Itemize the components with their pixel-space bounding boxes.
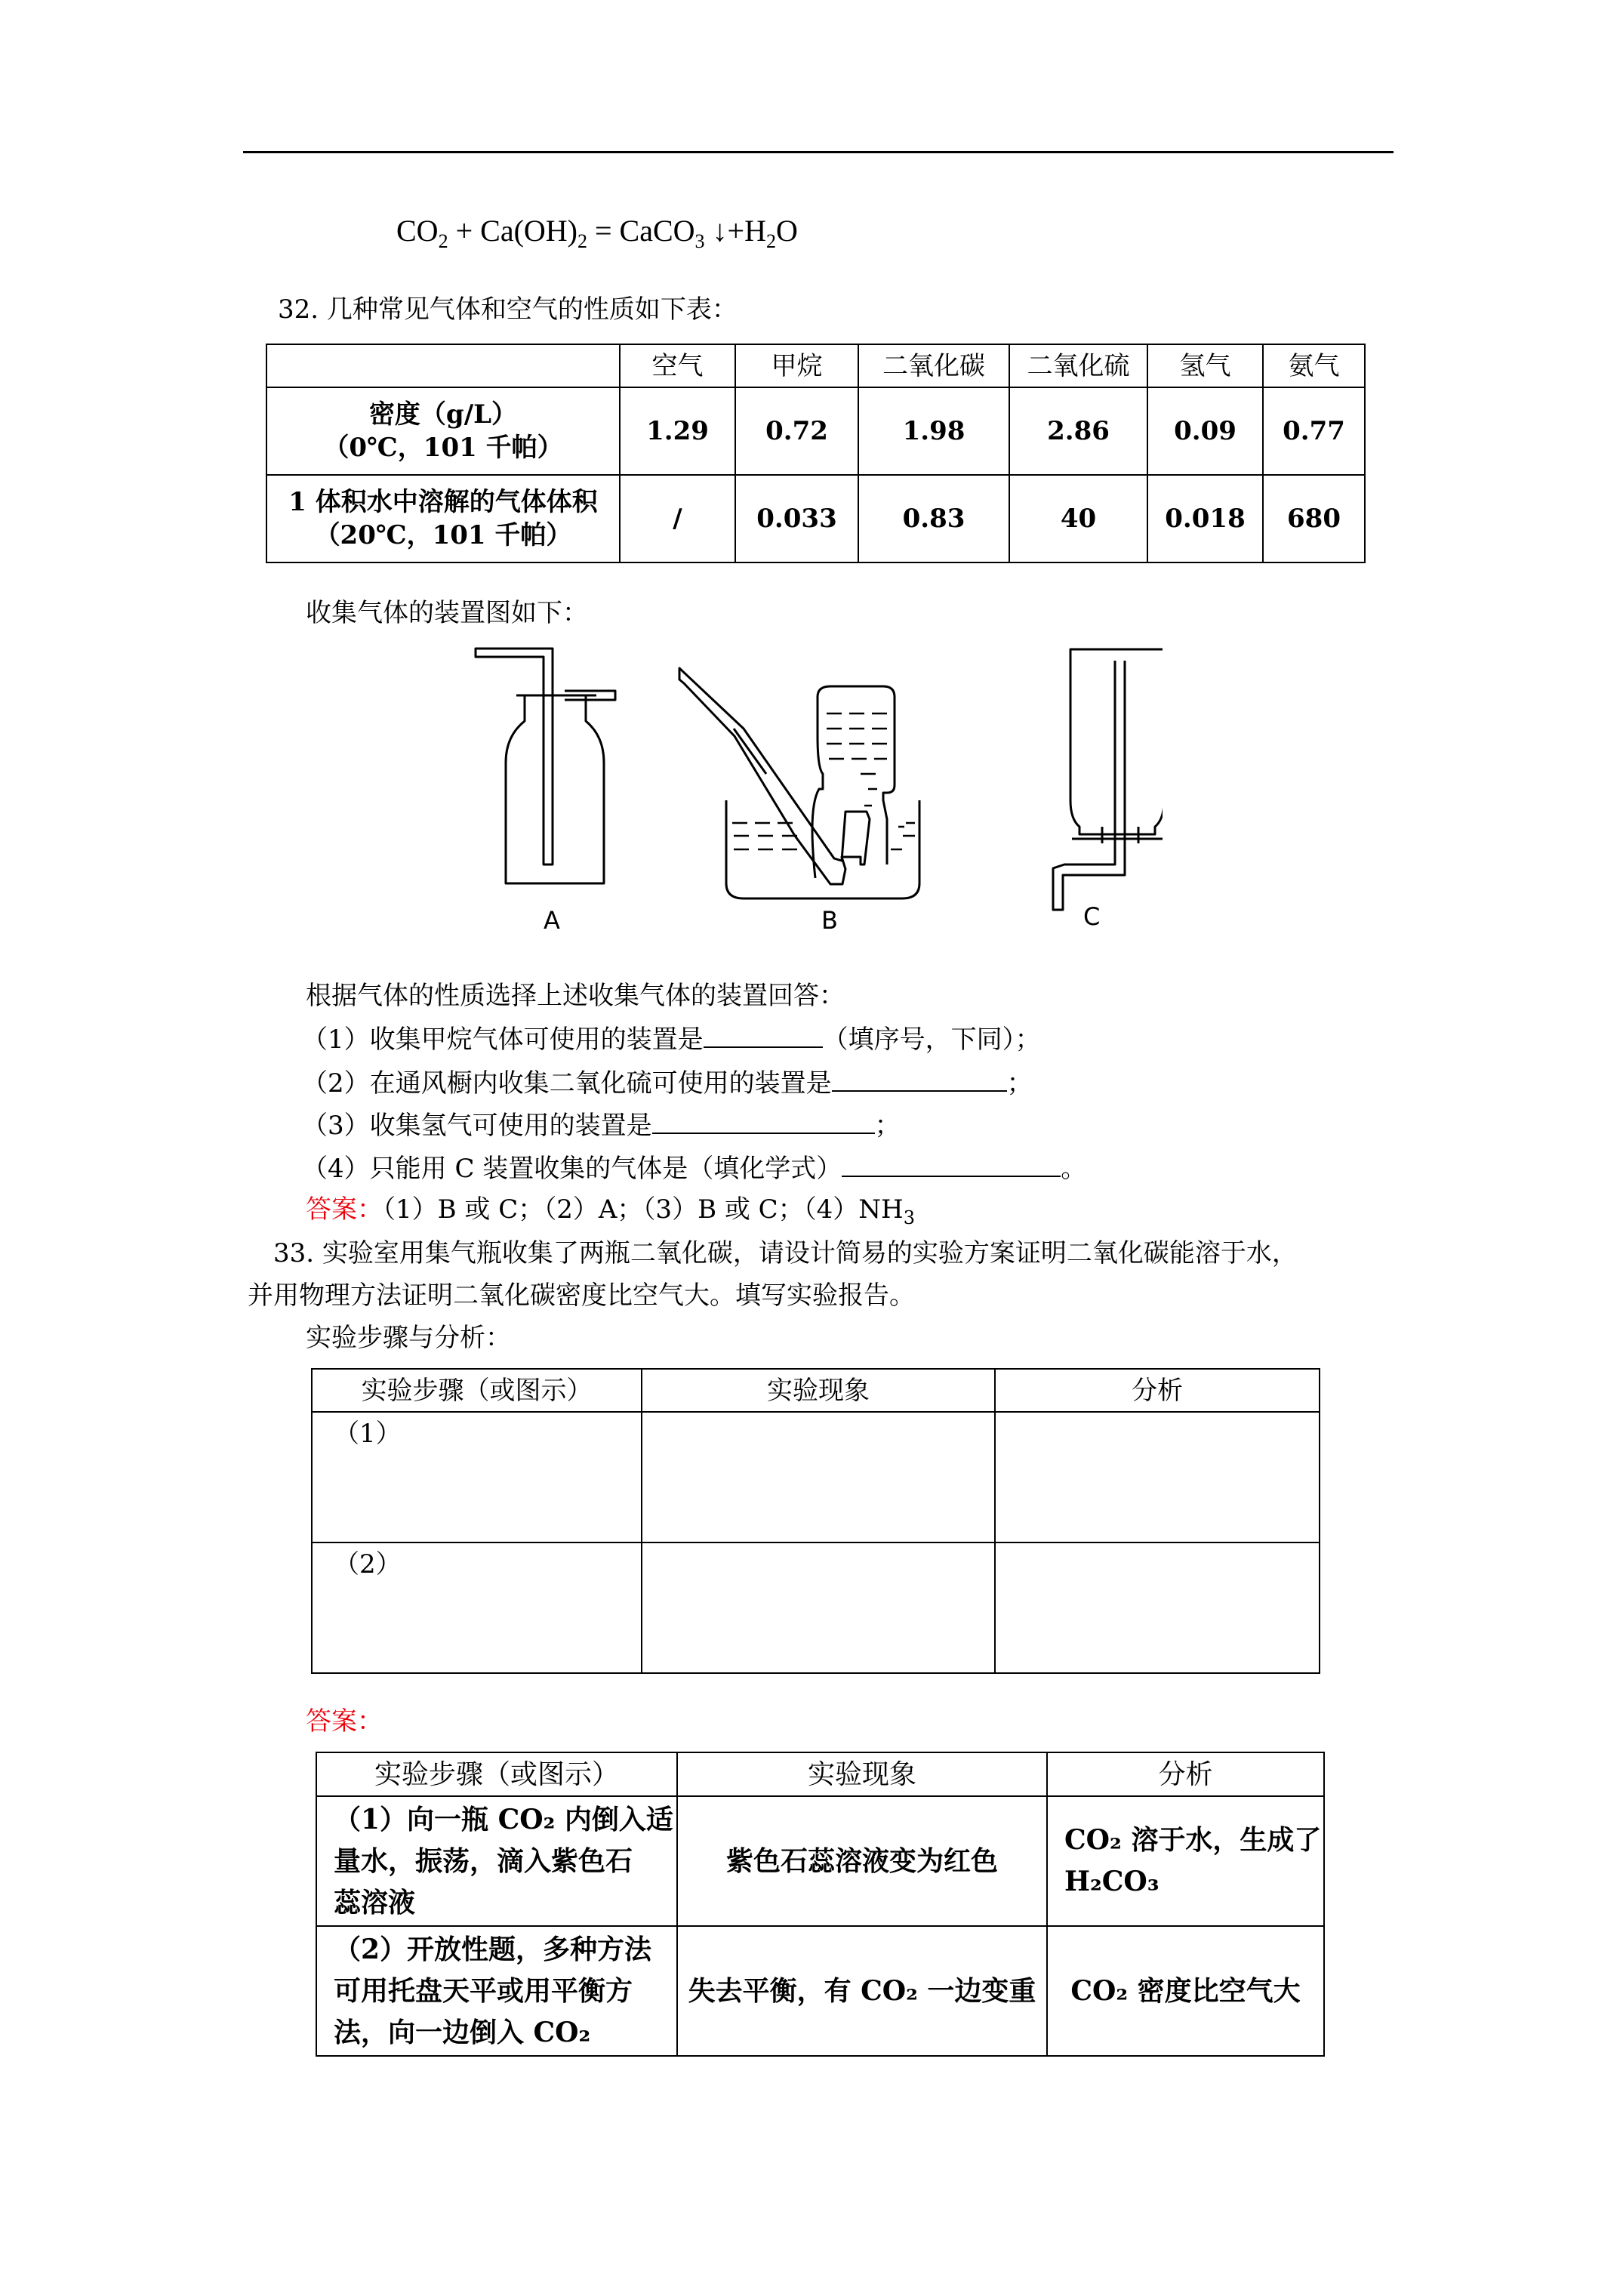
header-cell: 实验步骤（或图示） <box>316 1752 677 1796</box>
answer-blank-3[interactable] <box>652 1107 875 1134</box>
answer-blank-2[interactable] <box>832 1065 1007 1092</box>
analysis-input-cell[interactable] <box>995 1542 1320 1673</box>
question-intro: 根据气体的性质选择上述收集气体的装置回答： <box>306 981 845 1011</box>
header-cell: 实验现象 <box>642 1369 995 1412</box>
question-3: （3）收集氢气可使用的装置是 ； <box>302 1107 901 1142</box>
answer-step-cell: （1）向一瓶 CO₂ 内倒入适 量水，振荡，滴入紫色石 蕊溶液 <box>316 1796 677 1926</box>
apparatus-label-c: C <box>1083 902 1101 931</box>
answer-analysis-cell: CO₂ 溶于水，生成了 H₂CO₃ <box>1047 1796 1324 1926</box>
table-cell: 1.29 <box>620 387 735 475</box>
q32-title: 32. 几种常见气体和空气的性质如下表： <box>278 294 738 325</box>
header-cell: 分析 <box>1047 1752 1324 1796</box>
answer-analysis-cell: CO₂ 密度比空气大 <box>1047 1926 1324 2056</box>
header-cell: 空气 <box>620 344 735 387</box>
q33-line1: 33. 实验室用集气瓶收集了两瓶二氧化碳，请设计简易的实验方案证明二氧化碳能溶于水， <box>273 1238 1298 1268</box>
apparatus-a-drawing <box>476 649 615 883</box>
answer-blank-1[interactable] <box>704 1021 823 1048</box>
q33-line2: 并用物理方法证明二氧化碳密度比空气大。填写实验报告。 <box>248 1281 915 1311</box>
table-cell: 2.86 <box>1009 387 1147 475</box>
question-4: （4）只能用 C 装置收集的气体是（填化学式） 。 <box>302 1150 1086 1185</box>
q33-answer-label: 答案： <box>306 1706 383 1737</box>
table-cell: 0.77 <box>1263 387 1365 475</box>
header-cell: 甲烷 <box>735 344 858 387</box>
table-cell: 0.72 <box>735 387 858 475</box>
answer-label: 答案： <box>306 1194 383 1225</box>
table-cell: 1.98 <box>858 387 1009 475</box>
phenomenon-input-cell[interactable] <box>642 1412 995 1542</box>
gas-properties-table <box>266 344 1366 563</box>
header-cell <box>266 344 620 387</box>
experiment-report-table <box>311 1368 1320 1674</box>
row-label: 1 体积水中溶解的气体体积 （20℃，101 千帕） <box>266 475 620 562</box>
apparatus-c-drawing <box>1053 649 1163 910</box>
apparatus-label-b: B <box>821 906 838 935</box>
question-1: （1）收集甲烷气体可使用的装置是 （填序号，下同）； <box>302 1021 1041 1056</box>
apparatus-label-a: A <box>544 906 560 935</box>
analysis-input-cell[interactable] <box>995 1412 1320 1542</box>
step-cell: （2） <box>312 1542 642 1673</box>
apparatus-b-drawing <box>679 668 919 898</box>
table-cell: 0.018 <box>1147 475 1263 562</box>
header-cell: 二氧化硫 <box>1009 344 1147 387</box>
header-rule <box>243 151 1394 153</box>
header-cell: 分析 <box>995 1369 1320 1412</box>
table-cell: 40 <box>1009 475 1147 562</box>
table-cell: 680 <box>1263 475 1365 562</box>
apparatus-figure <box>453 638 1163 948</box>
table-cell: / <box>620 475 735 562</box>
chemical-equation: $CO_2 + Ca(OH)_2$ = CaCO$_3$ $↓+H_2O$ <box>396 214 798 252</box>
header-cell: 氨气 <box>1263 344 1365 387</box>
answer-phenomenon-cell: 紫色石蕊溶液变为红色 <box>677 1796 1047 1926</box>
table-cell: 0.83 <box>858 475 1009 562</box>
table-cell: 0.09 <box>1147 387 1263 475</box>
header-cell: 二氧化碳 <box>858 344 1009 387</box>
question-2: （2）在通风橱内收集二氧化硫可使用的装置是 ； <box>302 1065 1033 1100</box>
header-cell: 实验步骤（或图示） <box>312 1369 642 1412</box>
steps-label: 实验步骤与分析： <box>306 1323 511 1353</box>
header-cell: 氢气 <box>1147 344 1263 387</box>
phenomenon-input-cell[interactable] <box>642 1542 995 1673</box>
row-label: 密度（g/L） （0℃，101 千帕） <box>266 387 620 475</box>
answer-step-cell: （2）开放性题，多种方法 可用托盘天平或用平衡方 法，向一边倒入 CO₂ <box>316 1926 677 2056</box>
answer-table <box>316 1752 1325 2057</box>
answer-phenomenon-cell: 失去平衡，有 CO₂ 一边变重 <box>677 1926 1047 2056</box>
table-cell: 0.033 <box>735 475 858 562</box>
header-cell: 实验现象 <box>677 1752 1047 1796</box>
apparatus-intro: 收集气体的装置图如下： <box>306 598 588 628</box>
step-cell: （1） <box>312 1412 642 1542</box>
q32-answer: 答案：（1）B 或 C；（2）A；（3）B 或 C；$(4)NH_3$ <box>306 1194 915 1228</box>
answer-blank-4[interactable] <box>842 1150 1061 1177</box>
